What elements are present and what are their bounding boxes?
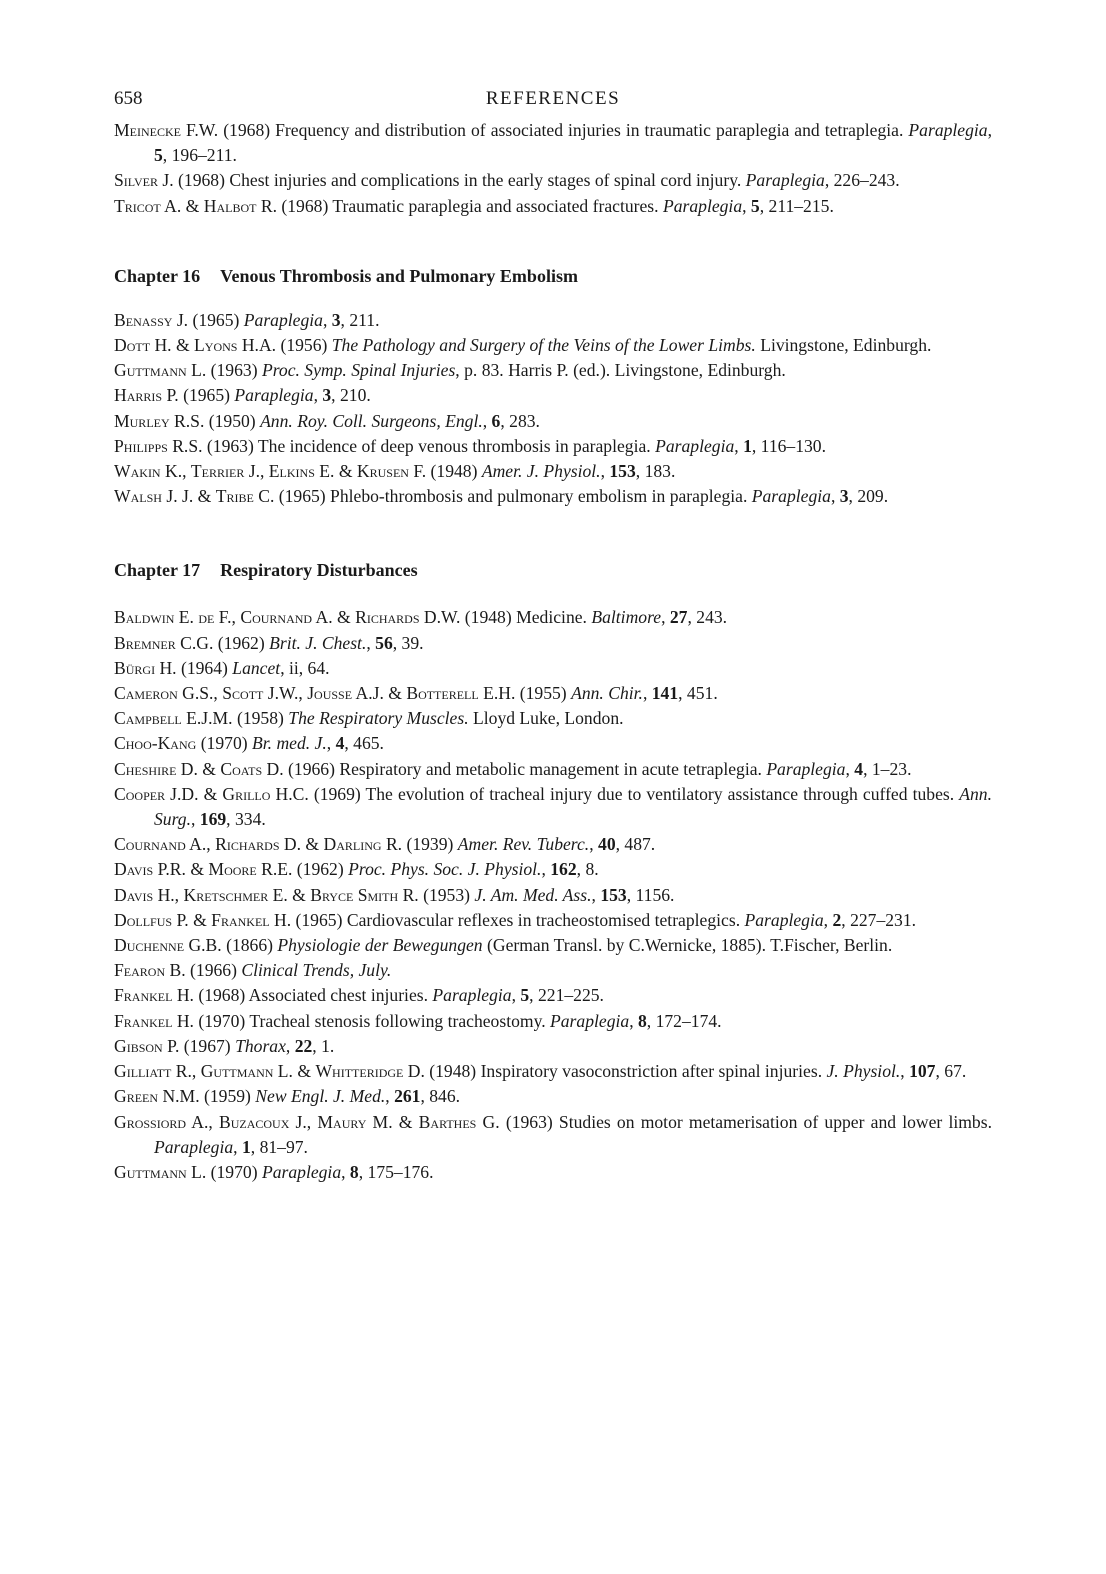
reference-text: R. (1968) Traumatic paraplegia and associated fractures.: [256, 195, 663, 216]
reference-list-carryover: [114, 118, 992, 219]
chapter-title: Respiratory Disturbances: [220, 560, 418, 581]
reference-text: G.B. (1866): [184, 935, 278, 956]
volume-number: 2: [832, 909, 842, 930]
author-name: Dollfus: [114, 909, 173, 930]
volume-number: 4: [854, 758, 864, 779]
author-name: Botterell: [406, 683, 479, 704]
reference-entry: [114, 1160, 992, 1185]
reference-text: D. (1948) Inspiratory vasoconstriction after spinal injuries.: [403, 1061, 827, 1082]
reference-entry: [114, 308, 992, 333]
reference-text: ,: [661, 607, 670, 628]
reference-text: P. (1965): [162, 385, 235, 406]
reference-text: , 1.: [312, 1035, 335, 1056]
author-name: Kretschmer: [183, 884, 269, 905]
italic-title: Paraplegia: [243, 309, 323, 330]
reference-text: B. (1966): [165, 960, 242, 981]
reference-entry: [114, 782, 992, 832]
reference-entry: [114, 883, 992, 908]
author-name: Green: [114, 1086, 159, 1107]
reference-text: ,: [823, 909, 833, 930]
author-name: Whitteridge: [315, 1061, 404, 1082]
reference-text: Lloyd Luke, London.: [468, 708, 624, 729]
reference-entry: [114, 983, 992, 1008]
author-name: Elkins: [268, 461, 315, 482]
reference-text: ,: [322, 309, 332, 330]
document-page: [114, 84, 992, 1185]
reference-entry: [114, 409, 992, 434]
reference-text: L. (1970): [186, 1161, 262, 1182]
italic-title: Clinical Trends, July.: [241, 960, 392, 981]
reference-text: A.,: [185, 834, 216, 855]
reference-text: ,: [326, 733, 336, 754]
author-name: Davis: [114, 884, 154, 905]
reference-text: A. &: [312, 607, 356, 628]
reference-entry: [114, 358, 992, 383]
author-name: Choo-Kang: [114, 733, 197, 754]
author-name: Guttmann: [114, 1161, 187, 1182]
reference-entry: [114, 857, 992, 882]
italic-title: Thorax: [235, 1035, 286, 1056]
author-name: Guttmann: [114, 360, 187, 381]
reference-text: ,: [629, 1010, 638, 1031]
chapter-title: Venous Thrombosis and Pulmonary Embolism: [220, 265, 578, 286]
italic-title: Ann. Chir.: [571, 683, 643, 704]
reference-entry: [114, 1084, 992, 1109]
reference-text: , 172–174.: [646, 1010, 722, 1031]
reference-text: D. &: [176, 758, 221, 779]
author-name: Coats: [220, 758, 263, 779]
author-name: Bürgi: [114, 657, 156, 678]
reference-text: F. (1948): [408, 461, 482, 482]
page-header: [114, 84, 992, 118]
reference-text: ,: [742, 195, 751, 216]
reference-text: P. &: [172, 909, 212, 930]
volume-number: 8: [637, 1010, 647, 1031]
reference-entry: [114, 118, 992, 168]
volume-number: 162: [550, 859, 577, 880]
reference-text: , 243.: [687, 607, 728, 628]
author-name: Duchenne: [114, 935, 185, 956]
volume-number: 22: [294, 1035, 313, 1056]
italic-title: Ann. Surg.: [154, 783, 992, 830]
reference-text: D. (1966) Respiratory and metabolic management in acute tetraplegia.: [262, 758, 767, 779]
reference-text: , 39.: [392, 632, 424, 653]
reference-text: , 196–211.: [162, 145, 237, 166]
author-name: Krusen: [356, 461, 409, 482]
author-name: Grillo: [222, 783, 271, 804]
volume-number: 261: [394, 1086, 421, 1107]
reference-text: ,: [900, 1061, 910, 1082]
reference-text: J.,: [244, 461, 269, 482]
reference-text: M. &: [366, 1111, 419, 1132]
reference-text: F.W. (1968) Frequency and distribution of associated injuries in traumatic paraplegia and tetraplegia.: [180, 120, 909, 140]
volume-number: 27: [669, 607, 688, 628]
reference-entry: [114, 706, 992, 731]
author-name: Bremner: [114, 632, 176, 653]
volume-number: 6: [491, 410, 501, 431]
reference-text: (German Transl. by C.Wernicke, 1885). T.Fischer, Berlin.: [482, 935, 893, 956]
reference-text: H. &: [150, 335, 195, 356]
reference-text: P. (1967): [162, 1035, 236, 1056]
volume-number: 3: [322, 385, 332, 406]
author-name: Richards: [355, 607, 420, 628]
reference-text: L. &: [273, 1061, 316, 1082]
italic-title: Proc. Symp. Spinal Injuries: [261, 360, 456, 381]
reference-text: , 209.: [848, 486, 889, 507]
reference-text: J.D. &: [165, 783, 223, 804]
reference-text: R. (1953): [398, 884, 475, 905]
volume-number: 5: [520, 985, 530, 1006]
reference-text: P.R. &: [153, 859, 209, 880]
reference-text: ,: [482, 410, 492, 431]
author-name: Guttmann: [200, 1061, 274, 1082]
author-name: Gibson: [114, 1035, 163, 1056]
reference-text: , p. 83. Harris P. (ed.). Livingstone, Edinburgh.: [455, 360, 786, 381]
volume-number: 153: [600, 884, 627, 905]
chapter-number: Chapter 16: [114, 265, 201, 286]
reference-text: C.G. (1962): [175, 632, 270, 653]
chapter-number: Chapter 17: [114, 560, 201, 581]
volume-number: 1: [743, 435, 752, 456]
volume-number: 3: [839, 486, 849, 507]
volume-number: 141: [651, 683, 679, 704]
author-name: Terrier: [190, 461, 245, 482]
reference-text: ,: [341, 1161, 350, 1182]
reference-entry: [114, 681, 992, 706]
author-name: Cournand: [240, 607, 313, 628]
reference-text: ,: [591, 884, 601, 905]
reference-text: D. &: [279, 834, 324, 855]
reference-text: J. (1968) Chest injuries and complications in the early stages of spinal cord injury.: [158, 170, 746, 191]
italic-title: Lancet: [232, 657, 281, 678]
reference-entry: [114, 958, 992, 983]
reference-entry: [114, 194, 992, 219]
reference-text: H. (1964): [155, 657, 233, 678]
author-name: Darling: [323, 834, 382, 855]
reference-text: R.S. (1950): [169, 410, 261, 431]
reference-text: K.,: [160, 461, 191, 482]
reference-text: A.,: [186, 1111, 219, 1132]
reference-entry: [114, 383, 992, 408]
running-head: REFERENCES: [485, 88, 621, 109]
reference-entry: [114, 631, 992, 656]
author-name: Frankel: [114, 985, 173, 1006]
volume-number: 3: [331, 309, 341, 330]
reference-text: ,: [845, 758, 855, 779]
reference-text: Livingstone, Edinburgh.: [755, 335, 932, 356]
reference-text: , 451.: [678, 683, 718, 704]
author-name: Lyons: [194, 335, 238, 356]
author-name: Campbell: [114, 708, 182, 729]
reference-text: R. (1939): [381, 834, 458, 855]
reference-text: J. J. &: [161, 486, 216, 507]
author-name: Philipps: [114, 435, 168, 456]
reference-text: H. (1965) Cardiovascular reflexes in tracheostomised tetraplegics.: [269, 909, 745, 930]
reference-text: ,: [830, 486, 840, 507]
author-name: Tribe: [215, 486, 254, 507]
italic-title: Paraplegia: [766, 758, 846, 779]
reference-text: H. (1970) Tracheal stenosis following tracheostomy.: [172, 1010, 551, 1031]
page-number: 658: [114, 88, 143, 109]
reference-entry: [114, 656, 992, 681]
reference-list-chapter-17: [114, 605, 992, 1185]
reference-entry: [114, 1009, 992, 1034]
author-name: Baldwin: [114, 607, 175, 628]
reference-text: H. (1968) Associated chest injuries.: [172, 985, 433, 1006]
reference-text: J.,: [289, 1111, 318, 1132]
reference-text: , 221–225.: [529, 985, 604, 1006]
reference-text: , 334.: [226, 809, 266, 830]
italic-title: Paraplegia: [751, 486, 831, 507]
reference-text: A. &: [160, 195, 204, 216]
author-name: Gilliatt: [114, 1061, 172, 1082]
reference-text: ,: [385, 1086, 395, 1107]
author-name: de: [198, 607, 215, 628]
italic-title: J. Am. Med. Ass.: [474, 884, 592, 905]
reference-text: (1970): [196, 733, 252, 754]
reference-entry: [114, 1110, 992, 1160]
author-name: Bryce Smith: [310, 884, 399, 905]
italic-title: Amer. Rev. Tuberc.: [457, 834, 590, 855]
reference-text: ,: [541, 859, 551, 880]
author-name: Cameron: [114, 683, 178, 704]
reference-text: ,: [987, 120, 992, 140]
author-name: Harris: [114, 385, 163, 406]
italic-title: Br. med. J.: [252, 733, 327, 754]
chapter-heading-17: [114, 558, 992, 582]
reference-entry: [114, 168, 992, 193]
volume-number: 5: [750, 195, 760, 216]
reference-text: H.A. (1956): [237, 335, 332, 356]
italic-title: J. Physiol.: [826, 1061, 901, 1082]
author-name: Meinecke: [114, 120, 181, 140]
reference-text: ,: [285, 1035, 295, 1056]
reference-text: N.M. (1959): [158, 1086, 256, 1107]
author-name: Jousse: [307, 683, 353, 704]
reference-text: G. (1963) Studies on motor metamerisation of upper and lower limbs.: [476, 1111, 992, 1132]
italic-title: Paraplegia: [234, 385, 314, 406]
author-name: Cournand: [114, 834, 186, 855]
reference-text: , 487.: [615, 834, 656, 855]
author-name: Cheshire: [114, 758, 177, 779]
author-name: Cooper: [114, 783, 166, 804]
italic-title: Baltimore: [591, 607, 662, 628]
reference-entry: [114, 908, 992, 933]
italic-title: Paraplegia: [662, 195, 743, 216]
italic-title: Paraplegia: [154, 1136, 234, 1157]
reference-text: ,: [734, 435, 744, 456]
reference-text: , 211.: [340, 309, 380, 330]
reference-text: ,: [366, 632, 376, 653]
chapter-heading-16: [114, 264, 992, 288]
reference-text: , 81–97.: [250, 1136, 308, 1157]
reference-text: , 283.: [500, 410, 540, 431]
author-name: Dott: [114, 335, 151, 356]
reference-text: ,: [589, 834, 599, 855]
reference-text: E.: [174, 607, 199, 628]
reference-text: A.J. &: [352, 683, 407, 704]
reference-text: E. &: [268, 884, 311, 905]
volume-number: 107: [909, 1061, 936, 1082]
italic-title: The Pathology and Surgery of the Veins of the Lower Limbs.: [331, 335, 756, 356]
reference-text: , 465.: [344, 733, 384, 754]
reference-text: , 67.: [935, 1061, 967, 1082]
reference-text: G.S.,: [177, 683, 223, 704]
reference-entry: [114, 484, 992, 509]
reference-text: , 8.: [576, 859, 599, 880]
volume-number: 153: [609, 461, 636, 482]
reference-text: R.S. (1963) The incidence of deep venous thrombosis in paraplegia.: [167, 435, 656, 456]
italic-title: Proc. Phys. Soc. J. Physiol.: [348, 859, 542, 880]
author-name: Wakin: [114, 461, 161, 482]
italic-title: Physiologie der Bewegungen: [277, 935, 483, 956]
author-name: Walsh: [114, 486, 162, 507]
volume-number: 1: [241, 1136, 251, 1157]
italic-title: New Engl. J. Med.: [255, 1086, 386, 1107]
reference-text: J.W.,: [263, 683, 308, 704]
italic-title: Paraplegia: [744, 909, 824, 930]
reference-entry: [114, 434, 992, 459]
author-name: Frankel: [114, 1010, 173, 1031]
reference-text: E.J.M. (1958): [181, 708, 289, 729]
italic-title: Paraplegia: [550, 1010, 630, 1031]
reference-entry: [114, 1034, 992, 1059]
reference-text: , 116–130.: [751, 435, 826, 456]
reference-entry: [114, 832, 992, 857]
author-name: Benassy: [114, 309, 173, 330]
italic-title: Paraplegia: [908, 120, 988, 140]
reference-text: ,: [313, 385, 323, 406]
reference-entry: [114, 333, 992, 358]
reference-list-chapter-16: [114, 308, 992, 510]
reference-text: , 183.: [635, 461, 676, 482]
author-name: Buzacoux: [218, 1111, 290, 1132]
author-name: Grossiord: [114, 1111, 187, 1132]
italic-title: Amer. J. Physiol.: [481, 461, 601, 482]
reference-text: F.,: [214, 607, 241, 628]
reference-text: H.,: [153, 884, 184, 905]
reference-text: R.E. (1962): [256, 859, 349, 880]
reference-entry: [114, 933, 992, 958]
reference-text: , 846.: [420, 1086, 461, 1107]
author-name: Murley: [114, 410, 170, 431]
author-name: Silver: [114, 170, 159, 191]
reference-text: E.H. (1955): [478, 683, 572, 704]
author-name: Tricot: [114, 195, 161, 216]
reference-text: D.W. (1948) Medicine.: [419, 607, 592, 628]
reference-text: , 211–215.: [759, 195, 834, 216]
reference-text: ,: [642, 683, 652, 704]
author-name: Frankel: [211, 909, 270, 930]
reference-entry: [114, 459, 992, 484]
italic-title: Paraplegia: [655, 435, 735, 456]
reference-text: , 227–231.: [841, 909, 917, 930]
italic-title: Paraplegia: [261, 1161, 342, 1182]
reference-text: ,: [600, 461, 610, 482]
reference-text: J. (1965): [172, 309, 244, 330]
reference-entry: [114, 757, 992, 782]
reference-text: R.,: [171, 1061, 201, 1082]
reference-entry: [114, 1059, 992, 1084]
author-name: Maury: [317, 1111, 367, 1132]
reference-text: C. (1965) Phlebo-thrombosis and pulmonary embolism in paraplegia.: [253, 486, 752, 507]
author-name: Halbot: [203, 195, 257, 216]
volume-number: 8: [349, 1161, 359, 1182]
reference-text: H.C. (1969) The evolution of tracheal injury due to ventilatory assistance through cuffed tubes.: [270, 783, 960, 804]
reference-text: , 210.: [331, 385, 371, 406]
author-name: Moore: [208, 859, 257, 880]
reference-entry: [114, 605, 992, 630]
volume-number: 56: [375, 632, 393, 653]
italic-title: Ann. Roy. Coll. Surgeons, Engl.: [260, 410, 483, 431]
reference-text: ,: [233, 1136, 242, 1157]
reference-text: , 226–243.: [824, 170, 900, 191]
reference-text: E. &: [314, 461, 357, 482]
italic-title: Paraplegia: [745, 170, 825, 191]
reference-text: , 1156.: [626, 884, 675, 905]
volume-number: 5: [154, 145, 163, 166]
italic-title: Paraplegia: [432, 985, 512, 1006]
author-name: Fearon: [114, 960, 166, 981]
reference-text: , ii, 64.: [280, 657, 330, 678]
author-name: Scott: [222, 683, 264, 704]
volume-number: 40: [598, 834, 616, 855]
author-name: Richards: [215, 834, 280, 855]
reference-entry: [114, 731, 992, 756]
volume-number: 4: [335, 733, 345, 754]
author-name: Davis: [114, 859, 154, 880]
reference-text: , 1–23.: [863, 758, 912, 779]
italic-title: The Respiratory Muscles.: [288, 708, 469, 729]
reference-text: ,: [511, 985, 521, 1006]
italic-title: Brit. J. Chest.: [269, 632, 367, 653]
volume-number: 169: [199, 809, 227, 830]
reference-text: , 175–176.: [358, 1161, 434, 1182]
reference-text: L. (1963): [186, 360, 262, 381]
author-name: Barthes: [418, 1111, 477, 1132]
reference-text: ,: [190, 809, 200, 830]
